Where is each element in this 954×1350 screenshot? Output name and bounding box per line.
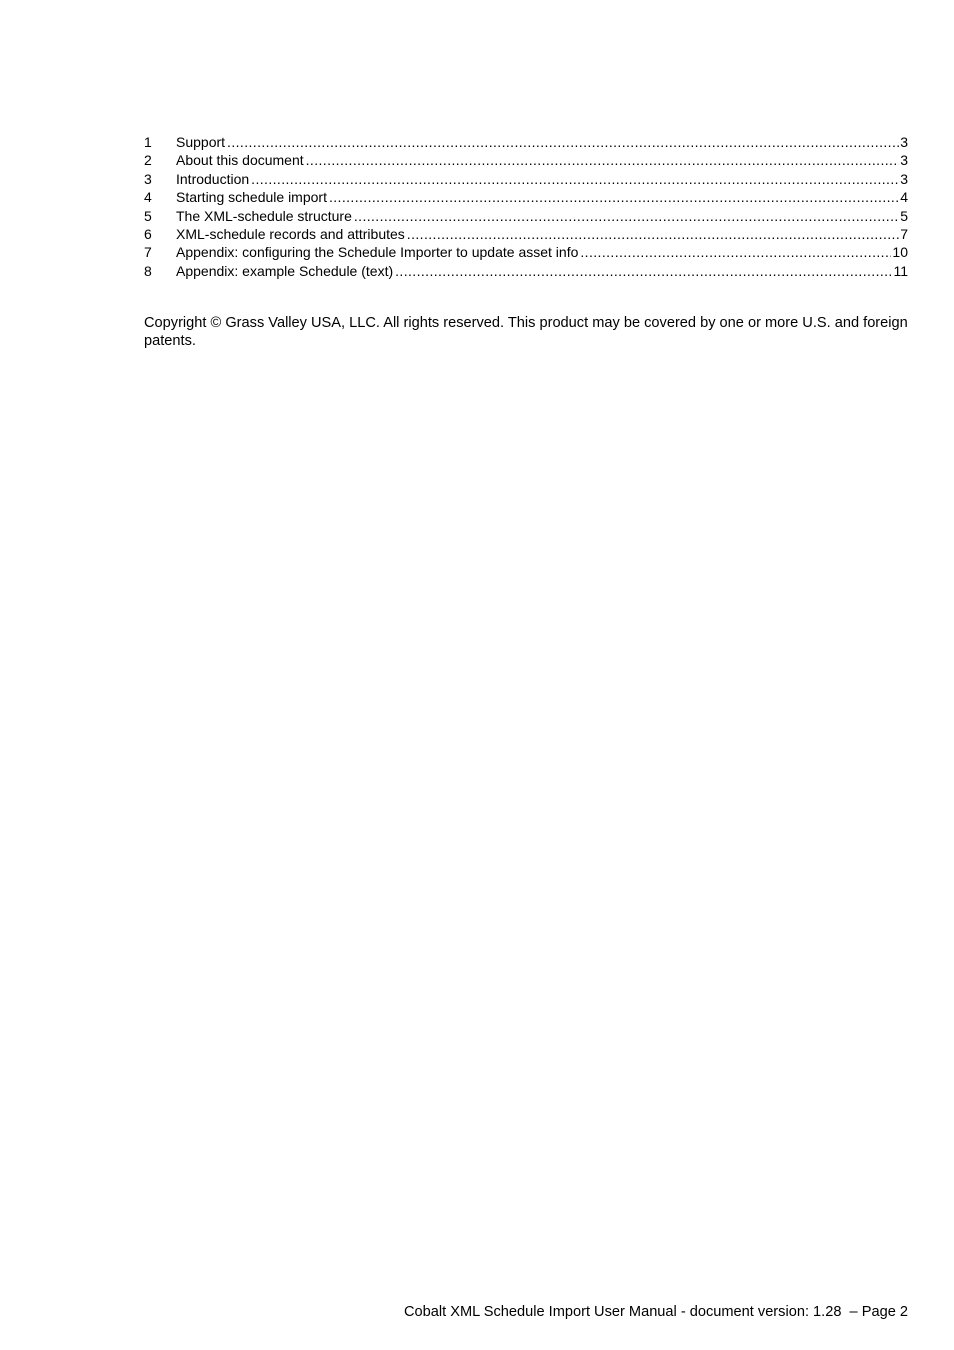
toc-entry-page[interactable]: 7 — [900, 225, 908, 242]
toc-entry-title[interactable]: XML-schedule records and attributes — [176, 225, 405, 242]
toc-entry[interactable] — [144, 170, 908, 188]
toc-entry-title[interactable]: Appendix: configuring the Schedule Importer to update asset info — [176, 244, 579, 261]
toc-entry-title[interactable]: The XML-schedule structure — [176, 207, 352, 224]
toc-entry-page[interactable]: 10 — [892, 244, 908, 261]
toc-entry-number: 6 — [144, 225, 152, 242]
toc-entry-title[interactable]: Introduction — [176, 170, 250, 187]
toc-dot-leader — [354, 207, 899, 225]
toc-dot-leader — [251, 170, 899, 188]
toc-entry-page[interactable]: 3 — [900, 134, 908, 150]
toc-dot-leader — [580, 243, 891, 261]
toc-entry-page[interactable]: 3 — [900, 152, 908, 169]
toc-entry[interactable] — [144, 151, 908, 169]
copyright-notice: Copyright © Grass Valley USA, LLC. All rights reserved. This product may be covered by one or more U.S. and foreign patents. — [144, 315, 908, 349]
toc-entry-number: 1 — [144, 134, 152, 150]
toc-dot-leader — [395, 262, 892, 280]
page-footer: Cobalt XML Schedule Import User Manual - document version: 1.28 – Page 2 — [403, 1304, 908, 1320]
toc-entry-number: 8 — [144, 262, 152, 279]
toc-entry-page[interactable]: 3 — [900, 170, 908, 187]
toc-entry[interactable] — [144, 262, 908, 280]
toc-entry-page[interactable]: 4 — [900, 189, 908, 206]
toc-entry-number: 7 — [144, 244, 152, 261]
toc-entry[interactable] — [144, 133, 908, 151]
toc-entry[interactable] — [144, 207, 908, 225]
toc-entry-page[interactable]: 5 — [900, 207, 908, 224]
toc-entry-number: 2 — [144, 152, 152, 169]
toc-entry-title[interactable]: About this document — [176, 152, 304, 169]
toc-entry-title[interactable]: Support — [176, 134, 226, 150]
table-of-contents — [144, 133, 908, 280]
toc-entry-number: 3 — [144, 170, 152, 187]
toc-entry[interactable] — [144, 188, 908, 206]
toc-entry-page[interactable]: 11 — [893, 262, 908, 279]
toc-entry-title[interactable]: Appendix: example Schedule (text) — [176, 262, 394, 279]
toc-dot-leader — [329, 188, 899, 206]
toc-dot-leader — [227, 133, 899, 151]
toc-entry-number: 5 — [144, 207, 152, 224]
toc-entry-number: 4 — [144, 189, 152, 206]
toc-dot-leader — [407, 225, 899, 243]
toc-entry-title[interactable]: Starting schedule import — [176, 189, 327, 206]
toc-entry[interactable] — [144, 225, 908, 243]
toc-entry[interactable] — [144, 243, 908, 261]
toc-dot-leader — [306, 151, 900, 169]
